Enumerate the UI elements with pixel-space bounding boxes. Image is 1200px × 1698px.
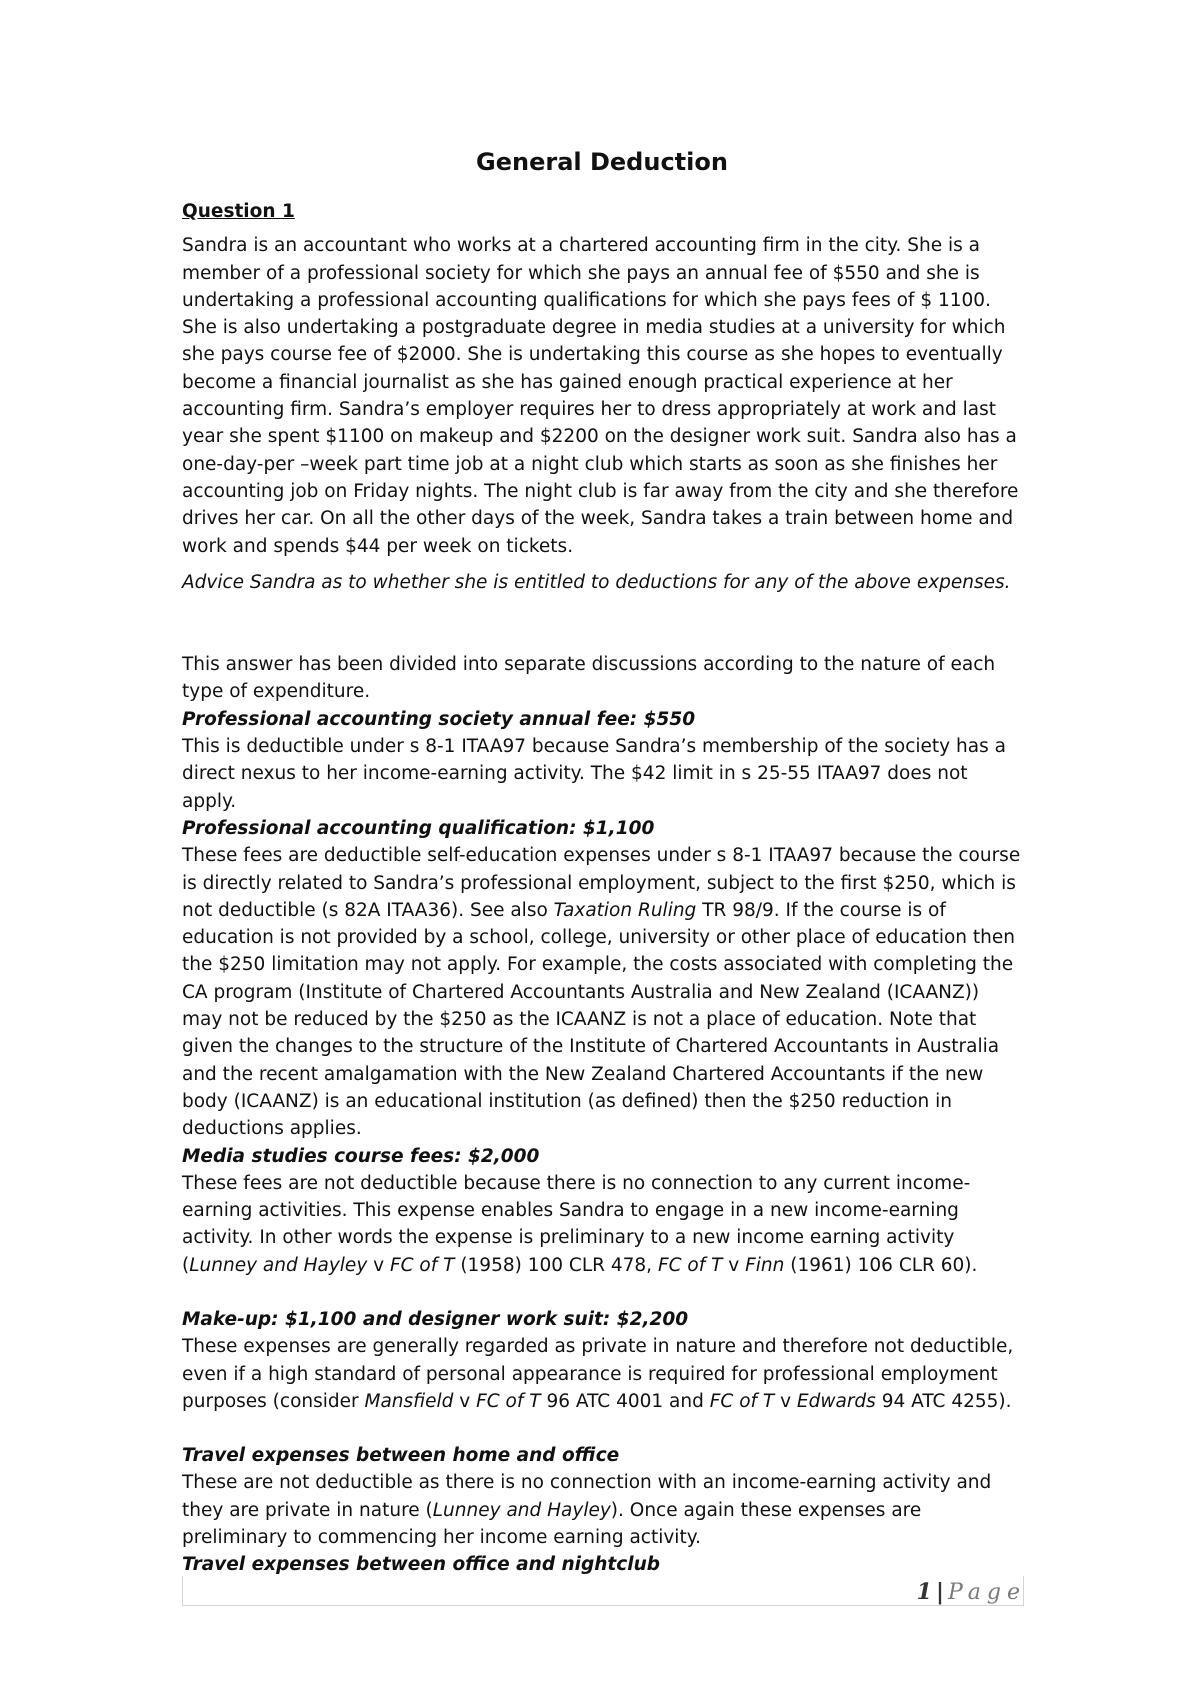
section-heading-qualification: Professional accounting qualification: $1,100 [182,817,655,839]
answer-intro: This answer has been divided into separate discussions according to the nature of each type of expenditure. [182,654,996,703]
case-citation: Lunney and Hayley [189,1254,368,1276]
case-citation: FC of T [709,1390,775,1412]
section-body-makeup [182,1333,1022,1415]
question-heading: Question 1 [182,201,295,222]
text-run: TR 98/9. If the course is of education is not provided by a school, college, university or other place of education then the $250 limitation may not apply. For example, the costs associated with completing the CA program (Institute of Chartered Accountants Australia and New Zealand (ICAANZ)) may not be reduced by the $250 as the ICAANZ is not a place of education. Note that given the changes to the structure of the Institute of Chartered Accountants in Australia and the recent amalgamation with the New Zealand Chartered Accountants if the new body (ICAANZ) is an educational institution (as defined) then the $250 reduction in deductions applies. [182,899,1015,1140]
page-number: 1 [916,1579,932,1605]
text-run: ). Once again these expenses are preliminary to commencing her income earning activity. [182,1499,922,1549]
text-run: These are not deductible as there is no connection with an income-earning activity and they are private in nature ( [182,1472,992,1521]
text-run: 94 ATC 4255). [875,1390,1012,1412]
text-run: 96 ATC 4001 and [540,1390,710,1412]
page-label: Page [947,1580,1026,1605]
text-run: These expenses are generally regarded as private in nature and therefore not deductible, even if a high standard of personal appearance is required for professional employment purposes (consider [182,1336,1014,1412]
page-title: General Deduction [476,148,728,176]
section-heading-media-studies: Media studies course fees: $2,000 [182,1145,540,1167]
section-body-travel-home [182,1469,1022,1551]
text-run: These fees are not deductible because there is no connection to any current income-earning activities. This expense enables Sandra to engage in a new income-earning activity. In other words the expense is preliminary to a new income earning activity ( [182,1172,971,1276]
document-body [182,146,1022,1579]
text-run: These fees are deductible self-education expenses under s 8-1 ITAA97 because the course is directly related to Sandra’s professional employment, subject to the first $250, which is not deductible (s 82A ITAA36). See also [182,845,1021,921]
text-run: v [453,1390,477,1412]
section-heading-society-fee: Professional accounting society annual fee: $550 [182,708,696,730]
page-footer [917,1578,1026,1606]
section-body-society-fee: This is deductible under s 8-1 ITAA97 because Sandra’s membership of the society has a direct nexus to her income-earning activity. The $42 limit in s 25-55 ITAA97 does not apply. [182,736,1006,812]
case-citation: Finn [745,1254,785,1276]
question-instruction: Advice Sandra as to whether she is entitled to deductions for any of the above expenses. [182,571,1011,593]
case-citation: FC of T [389,1254,455,1276]
text-run: (1961) 106 CLR 60). [784,1254,978,1276]
section-heading-travel-club: Travel expenses between office and nightclub [182,1554,661,1576]
section-heading-travel-home: Travel expenses between home and office [182,1445,620,1467]
section-body-qualification [182,842,1022,1142]
section-heading-makeup: Make-up: $1,100 and designer work suit: $2,200 [182,1308,689,1330]
footer-frame [182,1576,1024,1606]
text-run: v [722,1254,746,1276]
case-citation: Lunney and Hayley [432,1499,611,1521]
case-citation: FC of T [657,1254,723,1276]
text-run: v [367,1254,390,1276]
case-citation: Edwards [796,1390,876,1412]
case-citation: FC of T [476,1390,541,1412]
case-citation: Mansfield [364,1390,454,1412]
ruling-reference: Taxation Ruling [553,899,697,921]
section-body-media-studies [182,1170,1022,1279]
question-text: Sandra is an accountant who works at a chartered accounting firm in the city. She is a member of a professional society for which she pays an annual fee of $550 and she is undertaking a professional accounting qualifications for which she pays fees of $ 1100. She is also undertaking a postgraduate degree in media studies at a university for which she pays course fee of $2000. She is undertaking this course as she hopes to eventually become a financial journalist as she has gained enough practical experience at her accounting firm. Sandra’s employer requires her to dress appropriately at work and last year she spent $1100 on makeup and $2200 on the designer work suit. Sandra also has a one-day-per –week part time job at a night club which starts as soon as she finishes her accounting job on Friday nights. The night club is far away from the city and she therefore drives her car. On all the other days of the week, Sandra takes a train between home and work and spends $44 per week on tickets. [182,235,1019,557]
text-run: (1958) 100 CLR 478, [454,1254,658,1276]
text-run: v [774,1390,797,1412]
footer-separator: | [935,1579,944,1605]
